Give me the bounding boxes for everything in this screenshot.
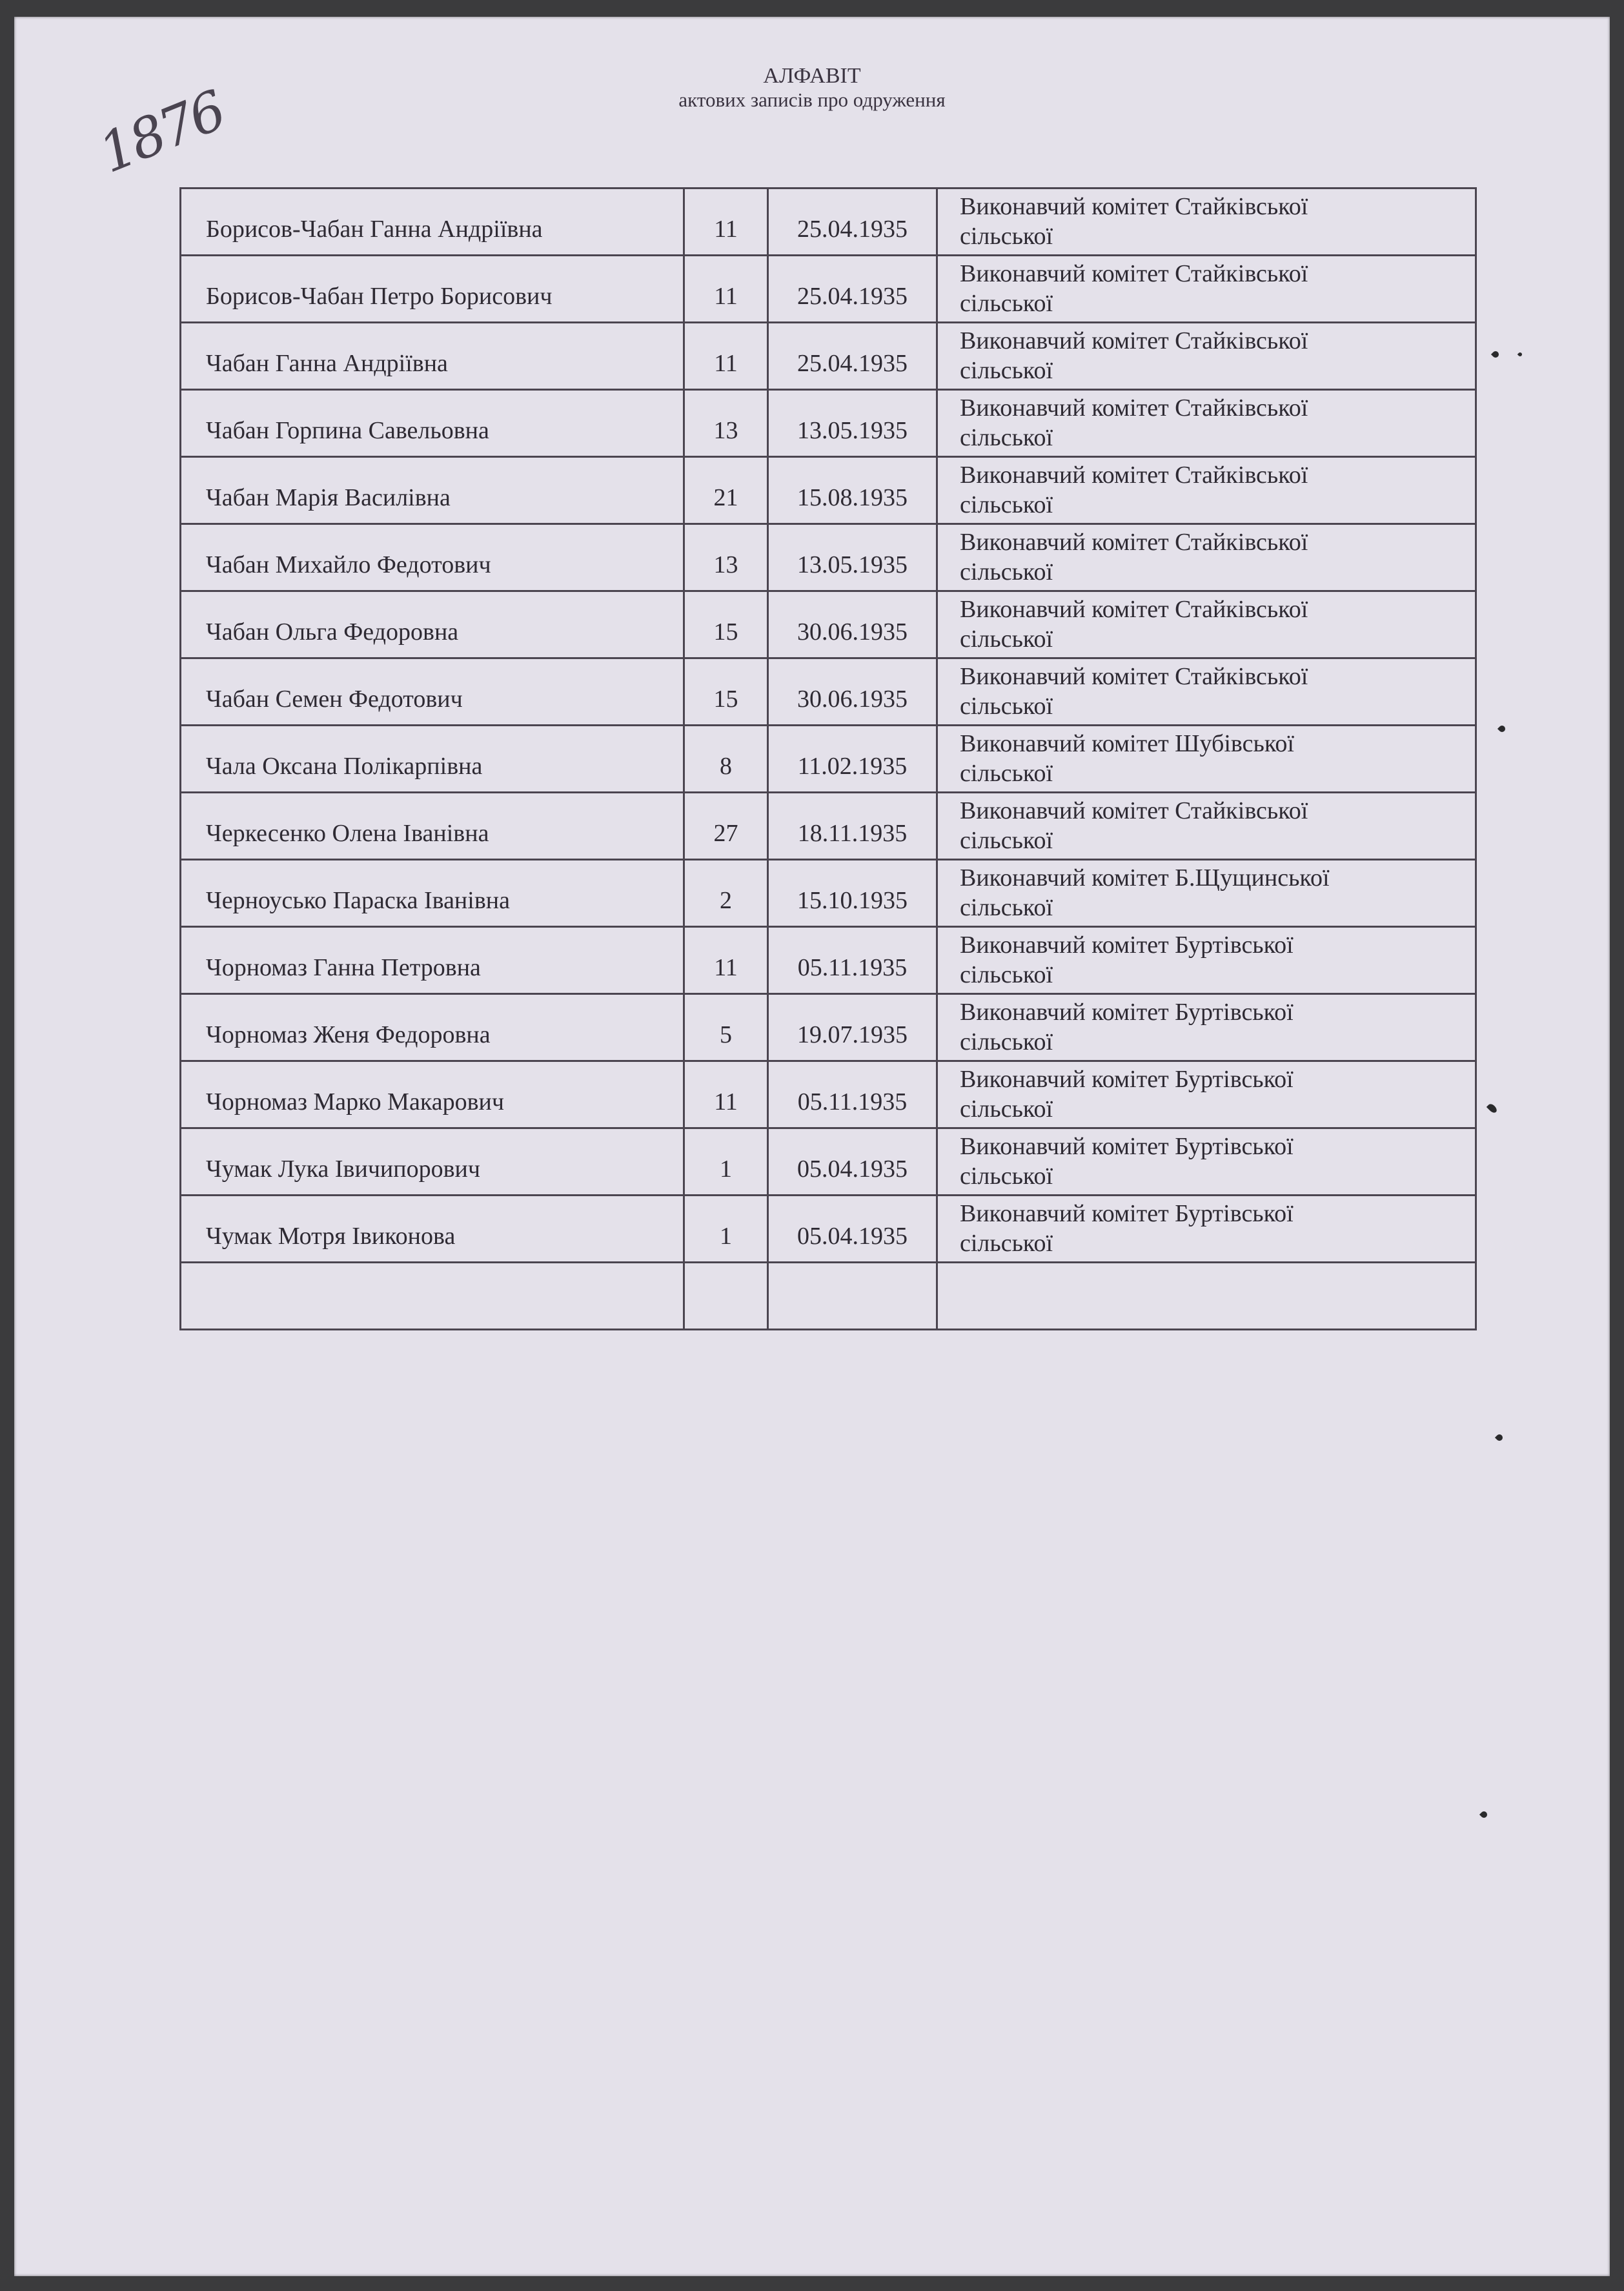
cell-name: Чабан Семен Федотович [181,658,684,726]
registry-office-line1: Виконавчий комітет Стайківської [960,596,1308,623]
cell-record-number: 1 [684,1196,768,1263]
cell-registry-office [937,658,1476,726]
handwritten-page-number: 1876 [90,78,233,185]
cell-registry-office [937,524,1476,591]
cell-name: Чала Оксана Полікарпівна [181,726,684,793]
cell-name: Борисов-Чабан Ганна Андріївна [181,188,684,256]
paper-sheet [14,17,1610,2276]
table-row [181,1061,1476,1128]
cell-name: Чорномаз Ганна Петровна [181,927,684,994]
punch-mark [1497,724,1507,733]
cell-date [768,1263,937,1330]
cell-date: 05.11.1935 [768,1061,937,1128]
cell-date: 25.04.1935 [768,323,937,390]
cell-registry-office [937,1196,1476,1263]
cell-date: 25.04.1935 [768,188,937,256]
registry-office-line2: сільської [960,558,1053,585]
cell-registry-office [937,1061,1476,1128]
punch-mark [1517,352,1523,357]
cell-date: 30.06.1935 [768,658,937,726]
punch-mark [1495,1433,1504,1442]
registry-office-line2: сільської [960,1095,1053,1123]
registry-office-line2: сільської [960,693,1053,720]
table-row [181,994,1476,1061]
table-row [181,457,1476,524]
document-title: АЛФАВІТ [763,64,861,88]
records-table-body [181,188,1476,1330]
cell-date: 19.07.1935 [768,994,937,1061]
registry-office-line1: Виконавчий комітет Стайківської [960,394,1308,422]
registry-office-line2: сільської [960,894,1053,921]
punch-mark [1491,350,1500,359]
registry-office-line1: Виконавчий комітет Стайківської [960,797,1308,824]
cell-record-number: 11 [684,188,768,256]
registry-office-line2: сільської [960,424,1053,451]
table-row [181,524,1476,591]
registry-office-line2: сільської [960,827,1053,854]
registry-office-line2: сільської [960,1028,1053,1055]
cell-name: Чорномаз Марко Макарович [181,1061,684,1128]
registry-office-line2: сільської [960,223,1053,250]
cell-registry-office [937,256,1476,323]
cell-registry-office [937,860,1476,927]
table-row [181,793,1476,860]
records-table [179,187,1477,1330]
cell-name: Чабан Горпина Савельовна [181,390,684,457]
registry-office-line2: сільської [960,961,1053,988]
table-row [181,860,1476,927]
cell-date: 13.05.1935 [768,524,937,591]
registry-office-line1: Виконавчий комітет Стайківської [960,193,1308,220]
cell-date: 15.10.1935 [768,860,937,927]
registry-office-line2: сільської [960,626,1053,653]
cell-date: 13.05.1935 [768,390,937,457]
cell-name: Чумак Мотря Івиконова [181,1196,684,1263]
registry-office-line1: Виконавчий комітет Буртівської [960,1133,1294,1160]
cell-date: 25.04.1935 [768,256,937,323]
cell-name: Черноусько Параска Іванівна [181,860,684,927]
registry-office-line1: Виконавчий комітет Стайківської [960,327,1308,354]
table-row [181,256,1476,323]
cell-name [181,1263,684,1330]
table-row [181,188,1476,256]
cell-record-number: 13 [684,390,768,457]
cell-registry-office [937,1263,1476,1330]
cell-date: 11.02.1935 [768,726,937,793]
registry-office-line2: сільської [960,1163,1053,1190]
cell-record-number [684,1263,768,1330]
table-row [181,1128,1476,1196]
table-row [181,390,1476,457]
cell-name: Черкесенко Олена Іванівна [181,793,684,860]
cell-record-number: 1 [684,1128,768,1196]
cell-name: Чабан Ганна Андріївна [181,323,684,390]
registry-office-line1: Виконавчий комітет Б.Щущинської [960,864,1330,891]
registry-office-line1: Виконавчий комітет Стайківської [960,663,1308,690]
cell-registry-office [937,591,1476,658]
table-row [181,726,1476,793]
table-row [181,1196,1476,1263]
cell-record-number: 27 [684,793,768,860]
cell-name: Чабан Марія Василівна [181,457,684,524]
table-row [181,1263,1476,1330]
cell-registry-office [937,323,1476,390]
cell-date: 05.04.1935 [768,1128,937,1196]
punch-mark [1487,1103,1498,1114]
cell-record-number: 13 [684,524,768,591]
cell-registry-office [937,1128,1476,1196]
cell-record-number: 11 [684,1061,768,1128]
registry-office-line1: Виконавчий комітет Буртівської [960,932,1294,959]
cell-record-number: 5 [684,994,768,1061]
registry-office-line1: Виконавчий комітет Стайківської [960,529,1308,556]
cell-record-number: 21 [684,457,768,524]
cell-registry-office [937,793,1476,860]
registry-office-line2: сільської [960,760,1053,787]
cell-date: 05.11.1935 [768,927,937,994]
document-header [14,63,1610,112]
registry-office-line2: сільської [960,290,1053,317]
cell-record-number: 11 [684,323,768,390]
registry-office-line2: сільської [960,491,1053,518]
cell-registry-office [937,188,1476,256]
table-row [181,658,1476,726]
registry-office-line1: Виконавчий комітет Стайківської [960,462,1308,489]
table-row [181,927,1476,994]
cell-record-number: 15 [684,591,768,658]
cell-record-number: 8 [684,726,768,793]
cell-record-number: 2 [684,860,768,927]
cell-name: Чорномаз Женя Федоровна [181,994,684,1061]
cell-registry-office [937,390,1476,457]
punch-mark [1479,1810,1488,1819]
document-subtitle: актових записів про одруження [678,88,946,112]
cell-record-number: 15 [684,658,768,726]
cell-registry-office [937,457,1476,524]
cell-date: 15.08.1935 [768,457,937,524]
registry-office-line1: Виконавчий комітет Буртівської [960,1066,1294,1093]
registry-office-line1: Виконавчий комітет Шубівської [960,730,1294,757]
cell-name: Чабан Ольга Федоровна [181,591,684,658]
registry-office-line2: сільської [960,1230,1053,1257]
registry-office-line1: Виконавчий комітет Стайківської [960,260,1308,287]
cell-record-number: 11 [684,256,768,323]
table-row [181,591,1476,658]
cell-date: 18.11.1935 [768,793,937,860]
cell-record-number: 11 [684,927,768,994]
registry-office-line1: Виконавчий комітет Буртівської [960,1200,1294,1227]
cell-registry-office [937,994,1476,1061]
cell-date: 30.06.1935 [768,591,937,658]
cell-name: Чумак Лука Івичипорович [181,1128,684,1196]
cell-date: 05.04.1935 [768,1196,937,1263]
cell-name: Чабан Михайло Федотович [181,524,684,591]
registry-office-line1: Виконавчий комітет Буртівської [960,999,1294,1026]
cell-name: Борисов-Чабан Петро Борисович [181,256,684,323]
registry-office-line2: сільської [960,357,1053,384]
cell-registry-office [937,726,1476,793]
cell-registry-office [937,927,1476,994]
table-row [181,323,1476,390]
